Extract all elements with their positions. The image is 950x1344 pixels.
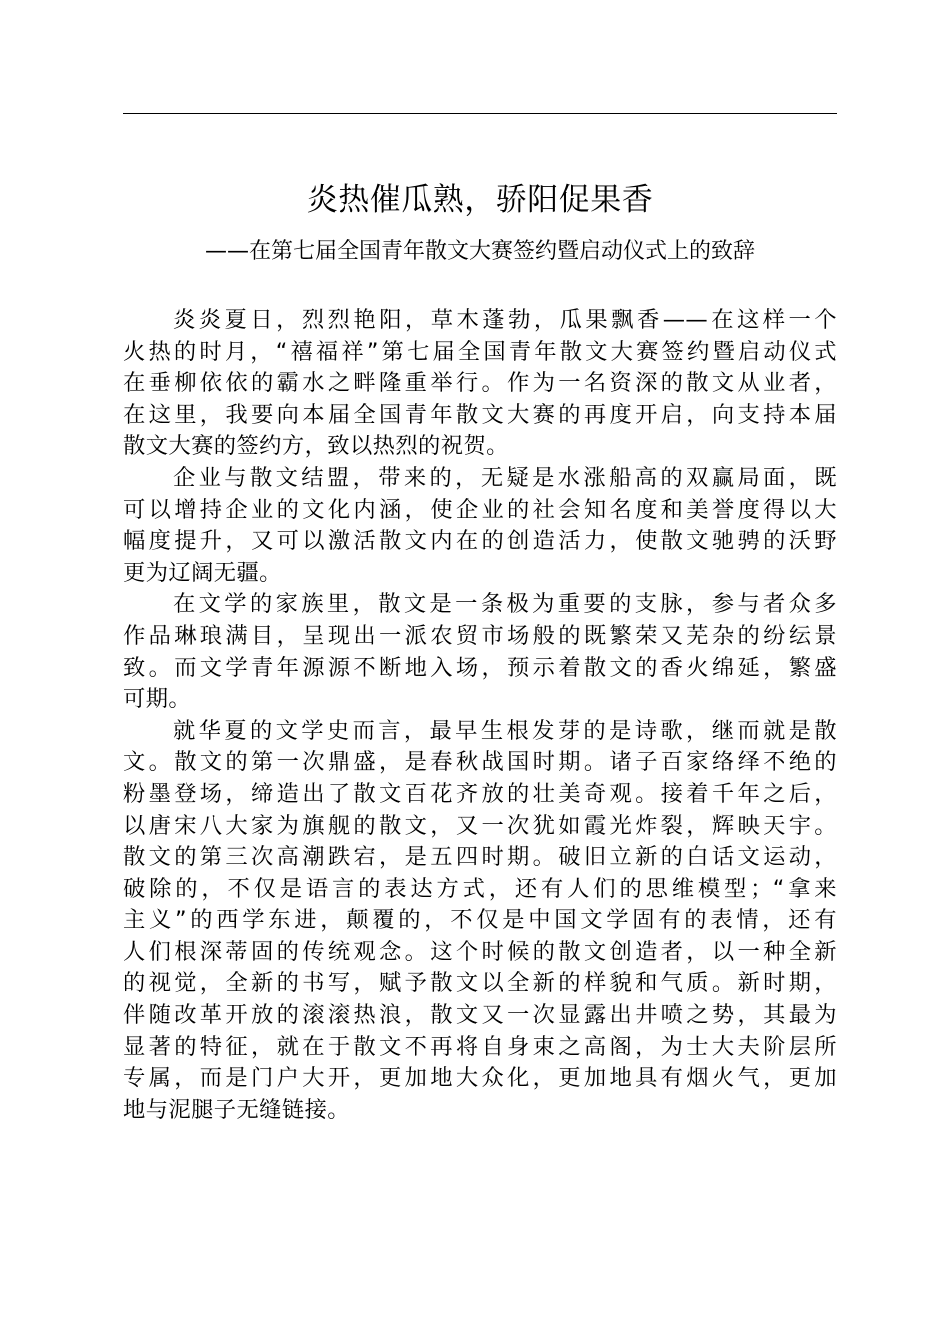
- paragraph: [123, 305, 837, 463]
- paragraph-line: 炎炎夏日，烈烈艳阳，草木蓬勃，瓜果飘香——在这样一个: [173, 307, 837, 333]
- paragraph-line: 的视觉，全新的书写，赋予散文以全新的样貌和气质。新时期，: [123, 970, 837, 997]
- paragraph-line: 显著的特征，就在于散文不再将自身束之高阁，为士大夫阶层所: [123, 1033, 837, 1060]
- paragraph-line: 火热的时月，“禧福祥”第七届全国青年散文大赛签约暨启动仪式: [123, 338, 837, 365]
- paragraph: [123, 716, 837, 1127]
- document-subtitle: ——在第七届全国青年散文大赛签约暨启动仪式上的致辞: [204, 239, 755, 264]
- paragraph-line: 在这里，我要向本届全国青年散文大赛的再度开启，向支持本届: [123, 401, 837, 428]
- paragraph-line: 地与泥腿子无缝链接。: [123, 1096, 350, 1123]
- paragraph: [123, 589, 837, 715]
- paragraph-line: 就华夏的文学史而言，最早生根发芽的是诗歌，继而就是散: [173, 717, 837, 744]
- paragraph-line: 主义”的西学东进，颠覆的，不仅是中国文学固有的表情，还有: [123, 907, 837, 934]
- paragraph-line: 散文的第三次高潮跌宕，是五四时期。破旧立新的白话文运动，: [123, 844, 837, 871]
- paragraph-line: 在垂柳依依的霸水之畔隆重举行。作为一名资深的散文从业者，: [123, 370, 837, 397]
- paragraph-line: 在文学的家族里，散文是一条极为重要的支脉，参与者众多: [173, 591, 837, 618]
- header-rule: [123, 113, 837, 114]
- document-body: [123, 305, 837, 1126]
- paragraph-line: 散文大赛的签约方，致以热烈的祝贺。: [123, 433, 509, 460]
- paragraph-line: 以唐宋八大家为旗舰的散文，又一次犹如霞光炸裂，辉映天宇。: [123, 812, 837, 839]
- paragraph-line: 可期。: [123, 686, 192, 713]
- paragraph: [123, 463, 837, 589]
- paragraph-line: 致。而文学青年源源不断地入场，预示着散文的香火绵延，繁盛: [123, 654, 837, 681]
- paragraph-line: 幅度提升，又可以激活散文内在的创造活力，使散文驰骋的沃野: [123, 528, 837, 555]
- paragraph-line: 破除的，不仅是语言的表达方式，还有人们的思维模型；“拿来: [123, 875, 837, 902]
- paragraph-line: 专属，而是门户大开，更加地大众化，更加地具有烟火气，更加: [123, 1065, 837, 1092]
- paragraph-line: 更为辽阔无疆。: [123, 559, 282, 586]
- document-title: 炎热催瓜熟，骄阳促果香: [306, 182, 654, 218]
- paragraph-line: 文。散文的第一次鼎盛，是春秋战国时期。诸子百家络绎不绝的: [123, 749, 837, 776]
- paragraph-line: 作品琳琅满目，呈现出一派农贸市场般的既繁荣又芜杂的纷纭景: [123, 622, 837, 649]
- paragraph-line: 粉墨登场，缔造出了散文百花齐放的壮美奇观。接着千年之后，: [123, 780, 837, 807]
- paragraph-line: 可以增持企业的文化内涵，使企业的社会知名度和美誉度得以大: [123, 496, 837, 523]
- paragraph-line: 人们根深蒂固的传统观念。这个时候的散文创造者，以一种全新: [123, 938, 837, 965]
- paragraph-line: 伴随改革开放的滚滚热浪，散文又一次显露出井喷之势，其最为: [123, 1002, 837, 1029]
- paragraph-line: 企业与散文结盟，带来的，无疑是水涨船高的双赢局面，既: [173, 464, 837, 491]
